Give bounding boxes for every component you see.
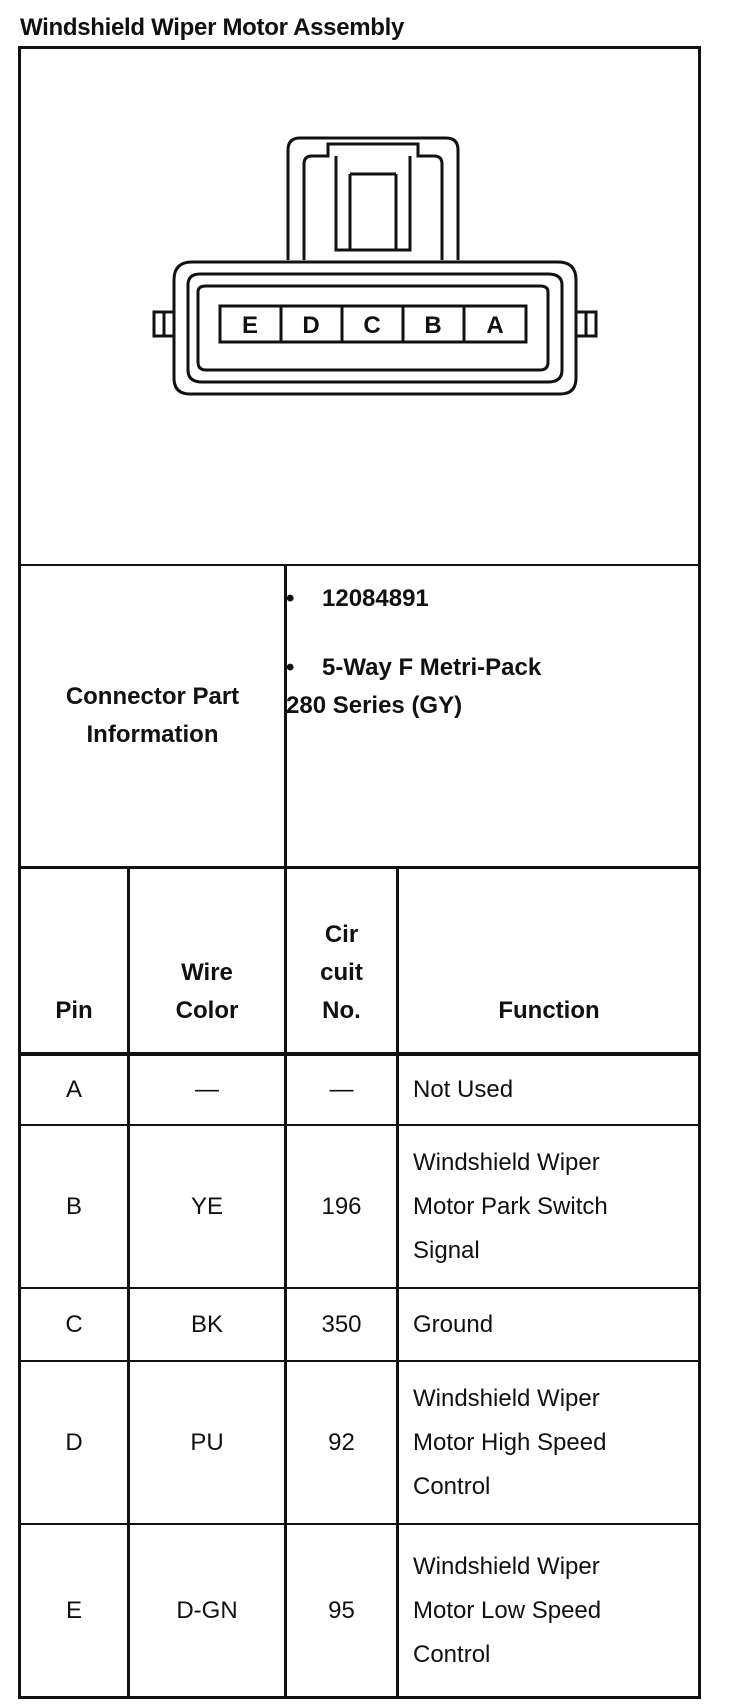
row-a-circuit: — [329, 1076, 354, 1103]
row-c-circuit: 350 [321, 1310, 362, 1338]
row-d-wire: PU [190, 1428, 224, 1456]
part-number: 12084891 [322, 585, 429, 612]
row-e-wire: D-GN [176, 1596, 238, 1624]
pin-label-c: C [363, 312, 381, 339]
row-d-circuit: 92 [328, 1428, 355, 1456]
latch-tab [336, 156, 410, 250]
row-c-function: Ground [413, 1310, 494, 1338]
row-e-pin: E [65, 1596, 82, 1624]
pin-label-d: D [302, 312, 320, 339]
header-function: Function [498, 997, 600, 1024]
pin-label-e: E [241, 312, 259, 339]
latch-inner [304, 144, 442, 260]
pin-label-b: B [424, 312, 442, 339]
row-d-function: Windshield Wiper Motor High Speed Control [413, 1384, 607, 1500]
row-c-pin: C [65, 1310, 83, 1338]
row-b-wire: YE [190, 1192, 223, 1220]
part-info-item: • 5-Way F Metri-Pack 280 Series (GY) [286, 654, 542, 719]
header-wire-color: Wire Color [175, 959, 239, 1024]
row-b-circuit: 196 [321, 1192, 362, 1220]
table-bottom-border [18, 1696, 701, 1699]
row-b-function: Windshield Wiper Motor Park Switch Signal [413, 1148, 608, 1264]
row-a-wire: — [195, 1076, 219, 1103]
connector-diagram [128, 130, 608, 410]
connector-type: 5-Way F Metri-Pack 280 Series (GY) [286, 654, 542, 719]
page-title: Windshield Wiper Motor Assembly [20, 14, 405, 41]
row-a-function: Not Used [413, 1076, 514, 1103]
row-e-circuit: 95 [328, 1596, 355, 1624]
row-d-pin: D [65, 1428, 83, 1456]
row-b-pin: B [65, 1192, 82, 1220]
row-e-function: Windshield Wiper Motor Low Speed Control [413, 1552, 602, 1668]
part-info-list [286, 585, 686, 725]
part-info-label: Connector Part Information [65, 683, 240, 748]
table-top-border [18, 46, 701, 49]
header-circuit-no: Cir cuit No. [320, 921, 363, 1024]
part-info-item: • 12084891 [286, 585, 429, 612]
row-a-pin: A [65, 1076, 82, 1103]
pin-label-a: A [486, 312, 504, 339]
header-pin: Pin [55, 997, 93, 1024]
latch-slot [350, 174, 396, 250]
row-c-wire: BK [190, 1310, 223, 1338]
